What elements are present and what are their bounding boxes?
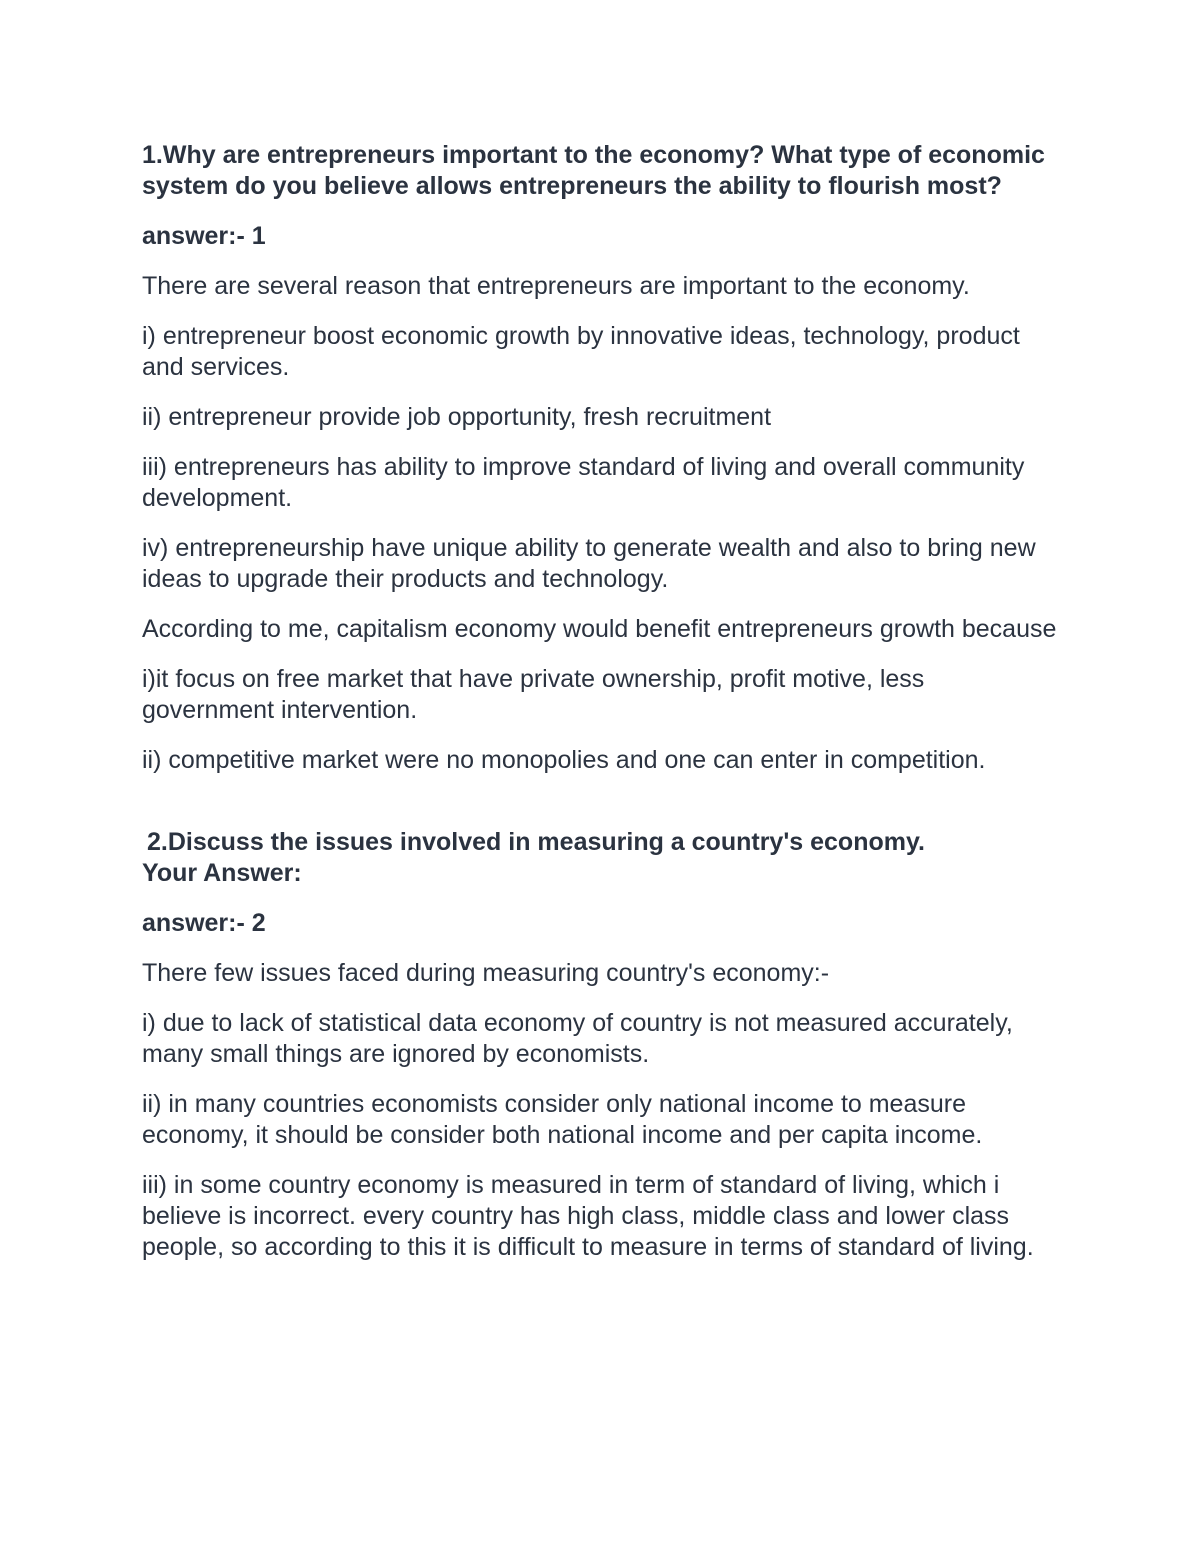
- answer-1-label: answer:- 1: [142, 222, 266, 250]
- answer-2-paragraph: There few issues faced during measuring country's economy:-: [142, 959, 830, 987]
- question-1: 1.Why are entrepreneurs important to the economy? What type of economic system do you believe allows entrepreneurs the ability to flourish most?: [142, 141, 1045, 200]
- answer-1-paragraph: i) entrepreneur boost economic growth by innovative ideas, technology, product and services.: [142, 322, 1020, 381]
- document-page: [142, 140, 1062, 1263]
- answer-1-paragraph: According to me, capitalism economy would benefit entrepreneurs growth because: [142, 615, 1057, 643]
- answer-1-paragraph: ii) competitive market were no monopolies and one can enter in competition.: [142, 746, 986, 774]
- answer-2-paragraph: iii) in some country economy is measured in term of standard of living, which i believe is incorrect. every country has high class, middle class and lower class people, so according to this it is difficult to measure in terms of standard of living.: [142, 1171, 1034, 1261]
- answer-1-paragraph: There are several reason that entrepreneurs are important to the economy.: [142, 272, 970, 300]
- question-2: 2.Discuss the issues involved in measuring a country's economy.: [147, 828, 925, 856]
- answer-2-paragraph: i) due to lack of statistical data economy of country is not measured accurately, many small things are ignored by economists.: [142, 1009, 1013, 1068]
- answer-1-paragraph: iii) entrepreneurs has ability to improve standard of living and overall community development.: [142, 453, 1025, 512]
- answer-1-paragraph: iv) entrepreneurship have unique ability to generate wealth and also to bring new ideas to upgrade their products and technology.: [142, 534, 1036, 593]
- your-answer-heading: Your Answer:: [142, 859, 302, 887]
- answer-2-label: answer:- 2: [142, 909, 266, 937]
- answer-1-paragraph: ii) entrepreneur provide job opportunity, fresh recruitment: [142, 403, 772, 431]
- answer-1-paragraph: i)it focus on free market that have private ownership, profit motive, less government intervention.: [142, 665, 925, 724]
- question-2-block: [142, 827, 1062, 858]
- answer-2-paragraph: ii) in many countries economists consider only national income to measure economy, it should be consider both national income and per capita income.: [142, 1090, 983, 1149]
